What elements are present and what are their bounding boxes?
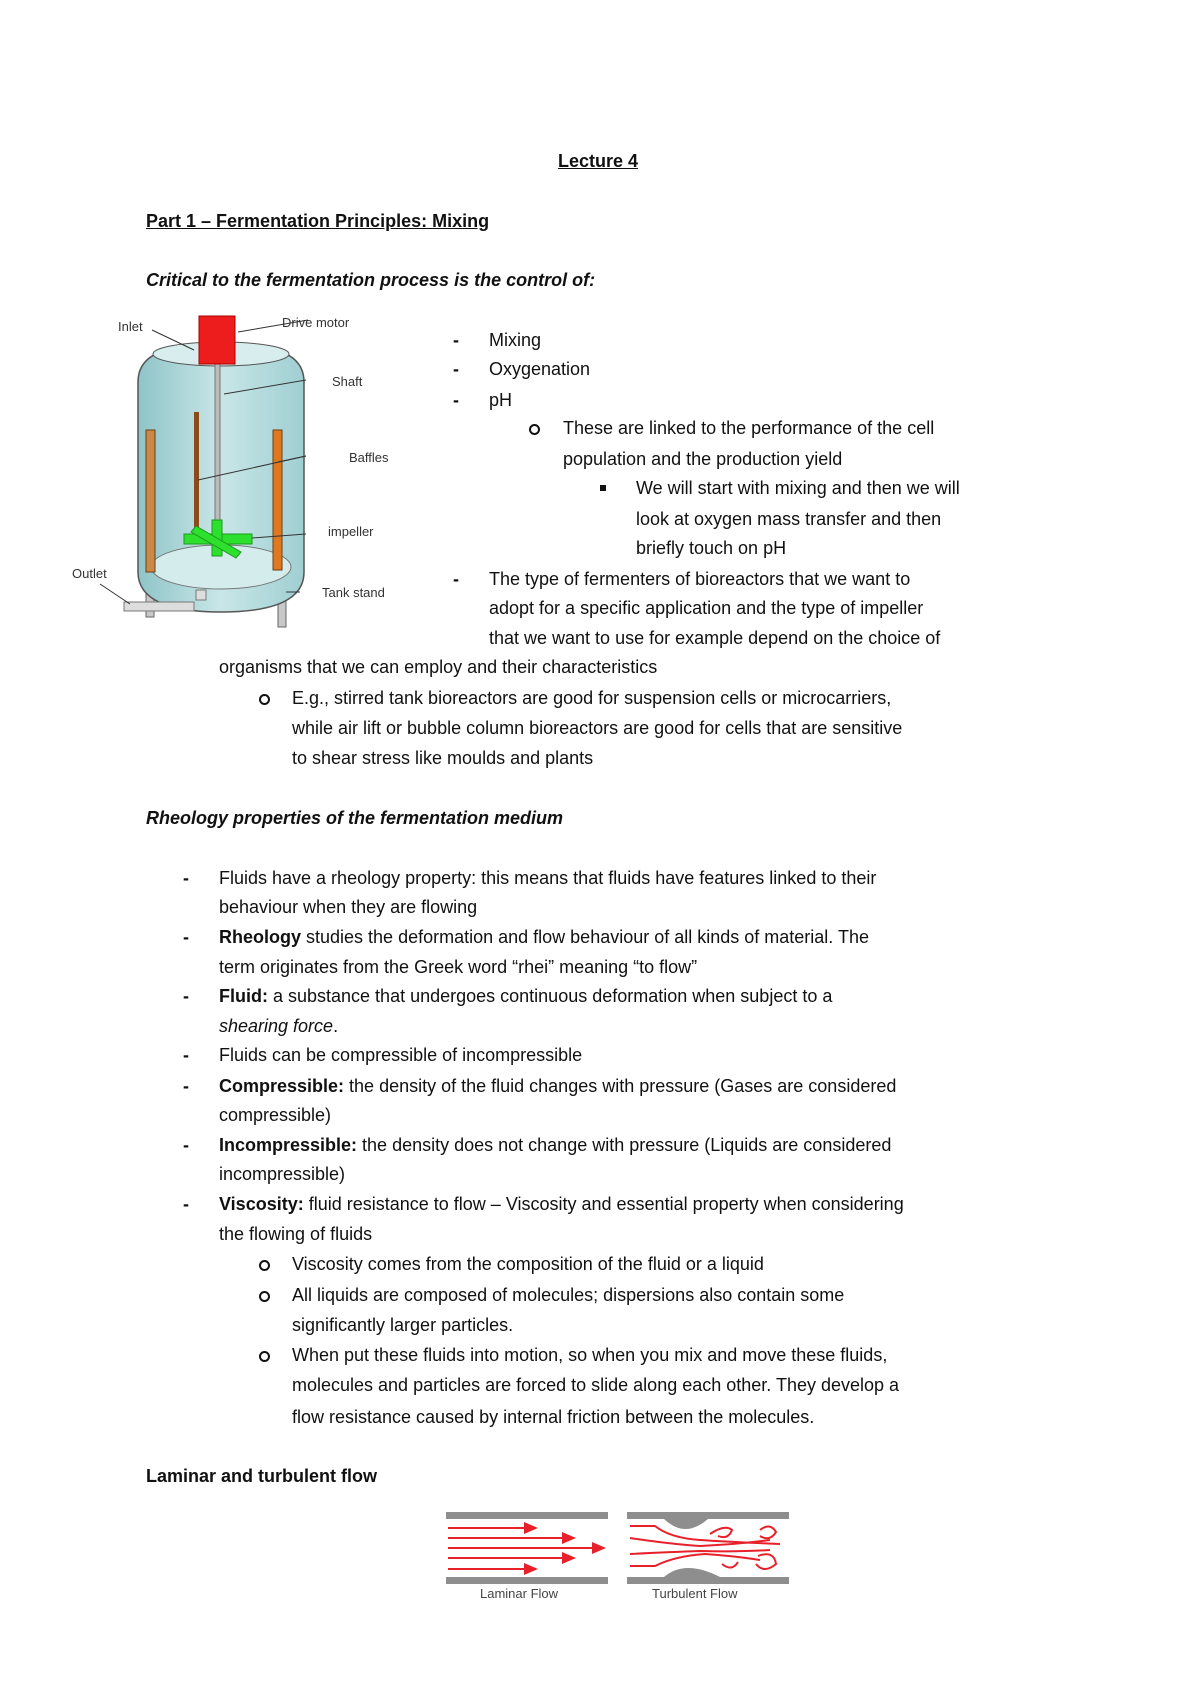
dash-bullet: -: [453, 569, 459, 589]
label-outlet: Outlet: [72, 566, 107, 581]
laminar-flow-label: Laminar Flow: [480, 1586, 559, 1601]
example-line: to shear stress like moulds and plants: [292, 748, 594, 768]
control-item-oxygenation: Oxygenation: [489, 359, 591, 379]
label-baffles: Baffles: [349, 450, 389, 465]
circle-bullet: [259, 694, 270, 705]
italic-term: shearing force: [219, 1016, 334, 1036]
fluids-property-line: behaviour when they are flowing: [219, 897, 478, 917]
dash-bullet: -: [453, 330, 459, 350]
laminar-flow-figure: [446, 1512, 608, 1601]
compressible-or-line: Fluids can be compressible of incompressible: [219, 1045, 583, 1065]
definition-text: studies the deformation and flow behaviour of all kinds of material. The: [301, 927, 869, 947]
dash-bullet: -: [183, 1076, 189, 1096]
viscosity-definition: [219, 1189, 904, 1219]
outlet-pipe: [124, 602, 194, 611]
flow-diagram: [440, 1494, 800, 1604]
compressible-definition: [219, 1071, 896, 1101]
definition-text: the density of the fluid changes with pressure (Gases are considered: [344, 1076, 897, 1096]
baffle-center: [194, 412, 199, 532]
term: Rheology: [219, 927, 302, 947]
viscosity-sub-line: When put these fluids into motion, so when you mix and move these fluids,: [292, 1345, 888, 1365]
dash-bullet: -: [453, 390, 459, 410]
dash-bullet: -: [183, 927, 189, 947]
example-line: E.g., stirred tank bioreactors are good for suspension cells or microcarriers,: [292, 688, 892, 708]
circle-bullet: [529, 424, 540, 435]
viscosity-sub-line: significantly larger particles.: [292, 1315, 514, 1335]
circle-bullet: [259, 1260, 270, 1271]
start-note-line: briefly touch on pH: [636, 538, 787, 558]
viscosity-sub-line: All liquids are composed of molecules; dispersions also contain some: [292, 1285, 845, 1305]
term: Compressible:: [219, 1076, 345, 1096]
viscosity-definition-line: the flowing of fluids: [219, 1224, 373, 1244]
part-heading: Part 1 – Fermentation Principles: Mixing: [146, 211, 490, 231]
square-bullet: [600, 485, 606, 491]
dash-bullet: -: [183, 986, 189, 1006]
turbulent-flow-figure: [627, 1512, 789, 1601]
incompressible-definition: [219, 1130, 891, 1160]
rheology-definition-line: term originates from the Greek word “rhei” meaning “to flow”: [219, 957, 698, 977]
incompressible-definition-line: incompressible): [219, 1164, 346, 1184]
fermenter-type-line: organisms that we can employ and their characteristics: [219, 657, 658, 677]
dash-bullet: -: [183, 1194, 189, 1214]
definition-text: a substance that undergoes continuous deformation when subject to a: [267, 986, 833, 1006]
viscosity-sub-line: molecules and particles are forced to slide along each other. They develop a: [292, 1375, 900, 1395]
drive-motor: [199, 316, 235, 364]
dash-bullet: -: [453, 359, 459, 379]
turbulent-flow-lines: [630, 1526, 780, 1569]
document-title: Lecture 4: [558, 151, 639, 171]
term: Incompressible:: [219, 1135, 358, 1155]
fermenter-type-line: that we want to use for example depend on the choice of: [489, 628, 941, 648]
turbulent-flow-label: Turbulent Flow: [652, 1586, 738, 1601]
flow-heading: Laminar and turbulent flow: [146, 1466, 378, 1486]
label-impeller: impeller: [328, 524, 374, 539]
fluids-property-line: Fluids have a rheology property: this means that fluids have features linked to their: [219, 868, 877, 888]
dash-bullet: -: [183, 1045, 189, 1065]
compressible-definition-line: compressible): [219, 1105, 332, 1125]
fermenter-type-line: The type of fermenters of bioreactors that we want to: [489, 569, 911, 589]
dash-bullet: -: [183, 868, 189, 888]
viscosity-sub-line: flow resistance caused by internal friction between the molecules.: [292, 1407, 815, 1427]
control-item-mixing: Mixing: [489, 330, 542, 350]
fluid-definition: [219, 981, 832, 1011]
baffle-left: [146, 430, 155, 572]
laminar-flow-arrows: [448, 1528, 604, 1569]
linked-note-line: population and the production yield: [563, 449, 843, 469]
viscosity-sub-line: Viscosity comes from the composition of the fluid or a liquid: [292, 1254, 764, 1274]
period: .: [333, 1016, 339, 1036]
label-inlet: Inlet: [118, 319, 143, 334]
shaft: [215, 362, 220, 542]
baffle-right: [273, 430, 282, 570]
dash-bullet: -: [183, 1135, 189, 1155]
circle-bullet: [259, 1351, 270, 1362]
definition-text: fluid resistance to flow – Viscosity and essential property when considering: [303, 1194, 904, 1214]
bioreactor-diagram: [66, 312, 406, 632]
circle-bullet: [259, 1291, 270, 1302]
label-drive-motor: Drive motor: [282, 315, 350, 330]
label-shaft: Shaft: [332, 374, 363, 389]
fermenter-type-line: adopt for a specific application and the type of impeller: [489, 598, 924, 618]
label-tank-stand: Tank stand: [322, 585, 385, 600]
fluid-definition-line: [219, 1011, 338, 1041]
start-note-line: We will start with mixing and then we will: [636, 478, 960, 498]
term: Viscosity:: [219, 1194, 304, 1214]
example-line: while air lift or bubble column bioreactors are good for cells that are sensitive: [292, 718, 903, 738]
rheology-definition: [219, 922, 869, 952]
critical-heading: Critical to the fermentation process is the control of:: [146, 270, 596, 290]
term: Fluid:: [219, 986, 268, 1006]
control-item-ph: pH: [489, 390, 513, 410]
definition-text: the density does not change with pressure (Liquids are considered: [357, 1135, 892, 1155]
start-note-line: look at oxygen mass transfer and then: [636, 509, 942, 529]
rheology-heading: Rheology properties of the fermentation medium: [146, 808, 564, 828]
linked-note-line: These are linked to the performance of the cell: [563, 418, 935, 438]
